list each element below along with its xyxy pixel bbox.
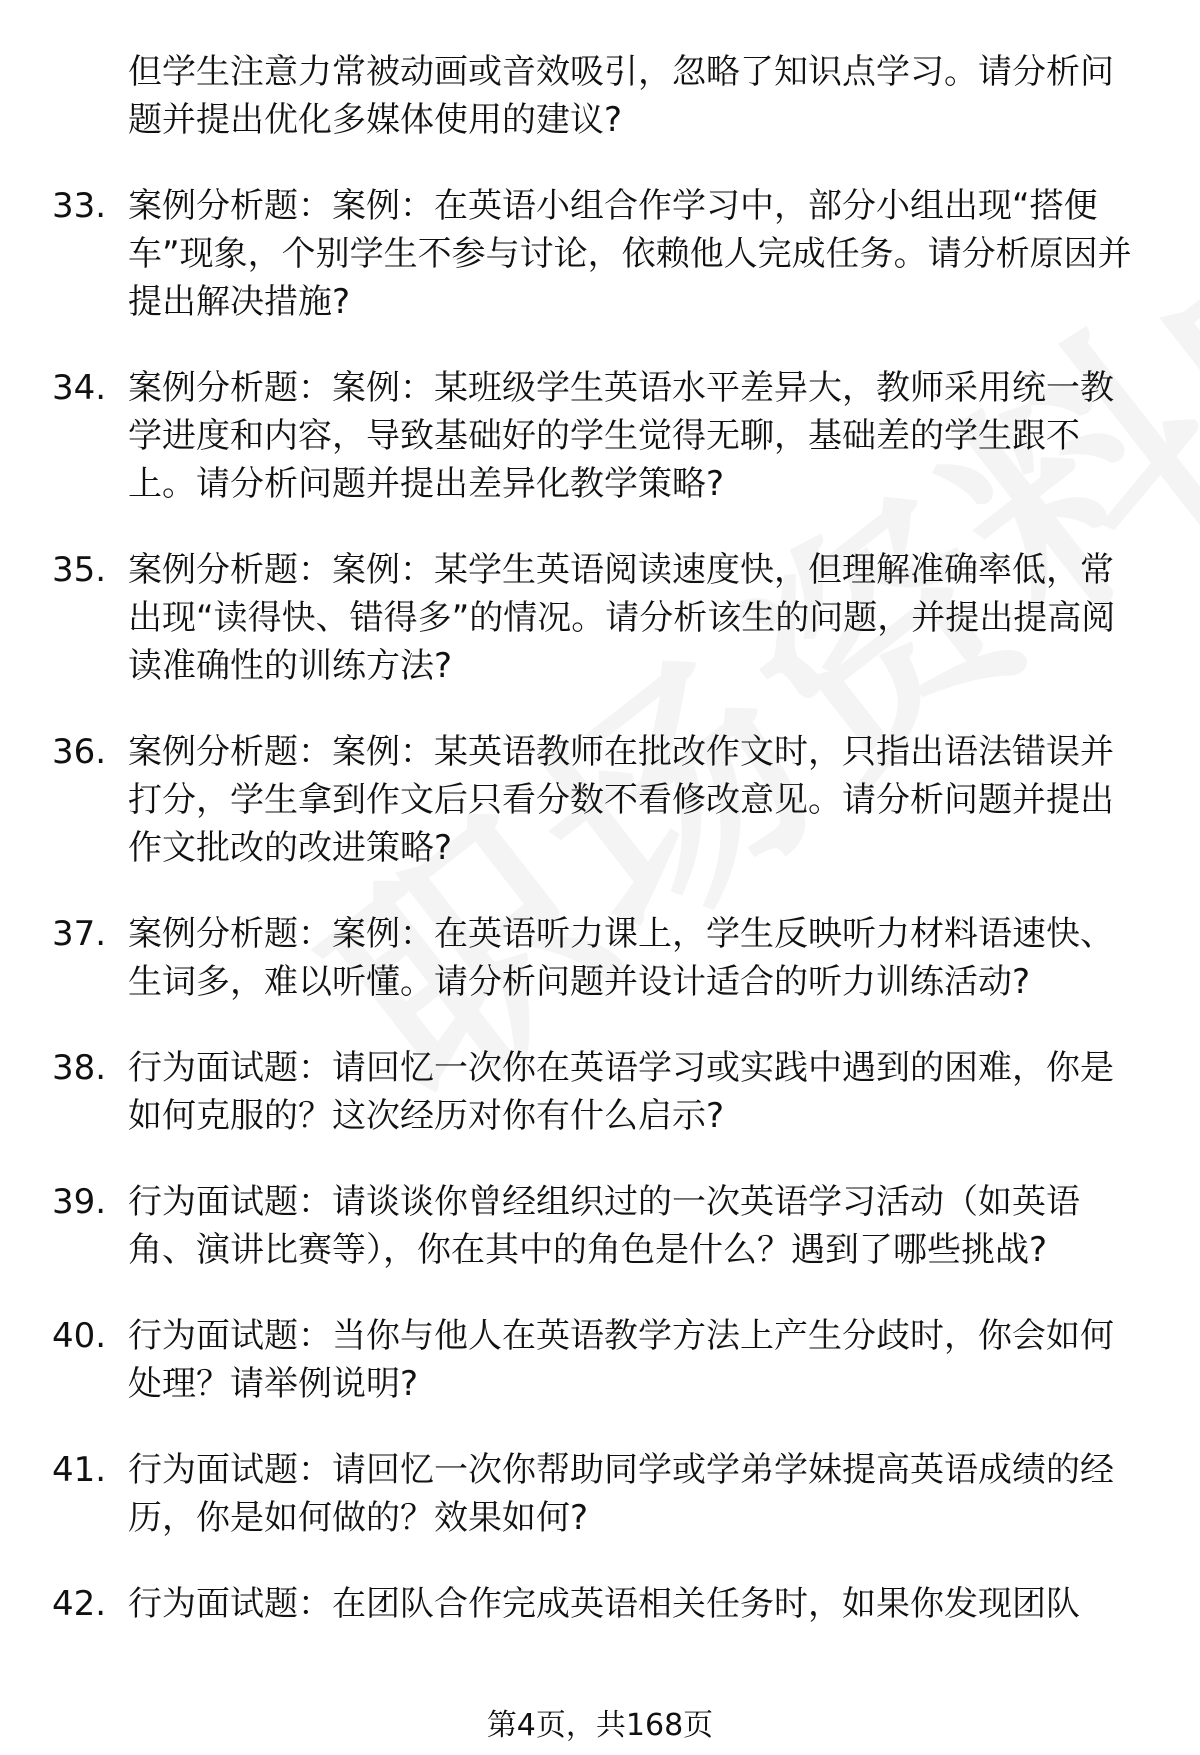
question-text: 案例分析题：案例：某班级学生英语水平差异大，教师采用统一教学进度和内容，导致基础好的学生觉得无聊，基础差的学生跟不上。请分析问题并提出差异化教学策略? bbox=[128, 368, 1114, 504]
question-item bbox=[0, 1446, 1200, 1542]
question-text: 案例分析题：案例：在英语小组合作学习中，部分小组出现“搭便车”现象，个别学生不参与讨论，依赖他人完成任务。请分析原因并提出解决措施? bbox=[128, 186, 1132, 322]
question-number: 38. bbox=[52, 1048, 107, 1088]
question-text: 行为面试题：在团队合作完成英语相关任务时，如果你发现团队 bbox=[128, 1584, 1080, 1624]
question-text: 行为面试题：请谈谈你曾经组织过的一次英语学习活动（如英语角、演讲比赛等），你在其中的角色是什么？遇到了哪些挑战? bbox=[128, 1182, 1080, 1270]
question-item bbox=[0, 1312, 1200, 1408]
question-list bbox=[0, 48, 1200, 1666]
question-item bbox=[0, 1178, 1200, 1274]
question-item bbox=[0, 728, 1200, 872]
question-text: 案例分析题：案例：某学生英语阅读速度快，但理解准确率低，常出现“读得快、错得多”的情况。请分析该生的问题，并提出提高阅读准确性的训练方法? bbox=[128, 550, 1116, 686]
question-number: 33. bbox=[52, 186, 107, 226]
question-item bbox=[0, 182, 1200, 326]
question-item bbox=[0, 910, 1200, 1006]
question-number: 35. bbox=[52, 550, 107, 590]
question-text: 案例分析题：案例：某英语教师在批改作文时，只指出语法错误并打分，学生拿到作文后只看分数不看修改意见。请分析问题并提出作文批改的改进策略? bbox=[128, 732, 1114, 868]
question-number: 42. bbox=[52, 1584, 107, 1624]
question-number: 40. bbox=[52, 1316, 107, 1356]
question-continuation: 但学生注意力常被动画或音效吸引，忽略了知识点学习。请分析问题并提出优化多媒体使用的建议? bbox=[128, 52, 1114, 140]
question-number: 37. bbox=[52, 914, 107, 954]
question-item bbox=[0, 1044, 1200, 1140]
question-text: 行为面试题：请回忆一次你帮助同学或学弟学妹提高英语成绩的经历，你是如何做的？效果如何? bbox=[128, 1450, 1114, 1538]
question-number: 34. bbox=[52, 368, 107, 408]
question-text: 案例分析题：案例：在英语听力课上，学生反映听力材料语速快、生词多，难以听懂。请分析问题并设计适合的听力训练活动? bbox=[128, 914, 1114, 1002]
question-item bbox=[0, 1580, 1200, 1628]
question-item bbox=[0, 364, 1200, 508]
page-footer: 第4页，共168页 bbox=[486, 1708, 714, 1743]
question-item bbox=[0, 546, 1200, 690]
question-text: 行为面试题：当你与他人在英语教学方法上产生分歧时，你会如何处理？请举例说明? bbox=[128, 1316, 1114, 1404]
question-number: 41. bbox=[52, 1450, 107, 1490]
question-number: 36. bbox=[52, 732, 107, 772]
question-text: 行为面试题：请回忆一次你在英语学习或实践中遇到的困难，你是如何克服的？这次经历对你有什么启示? bbox=[128, 1048, 1114, 1136]
question-number: 39. bbox=[52, 1182, 107, 1222]
